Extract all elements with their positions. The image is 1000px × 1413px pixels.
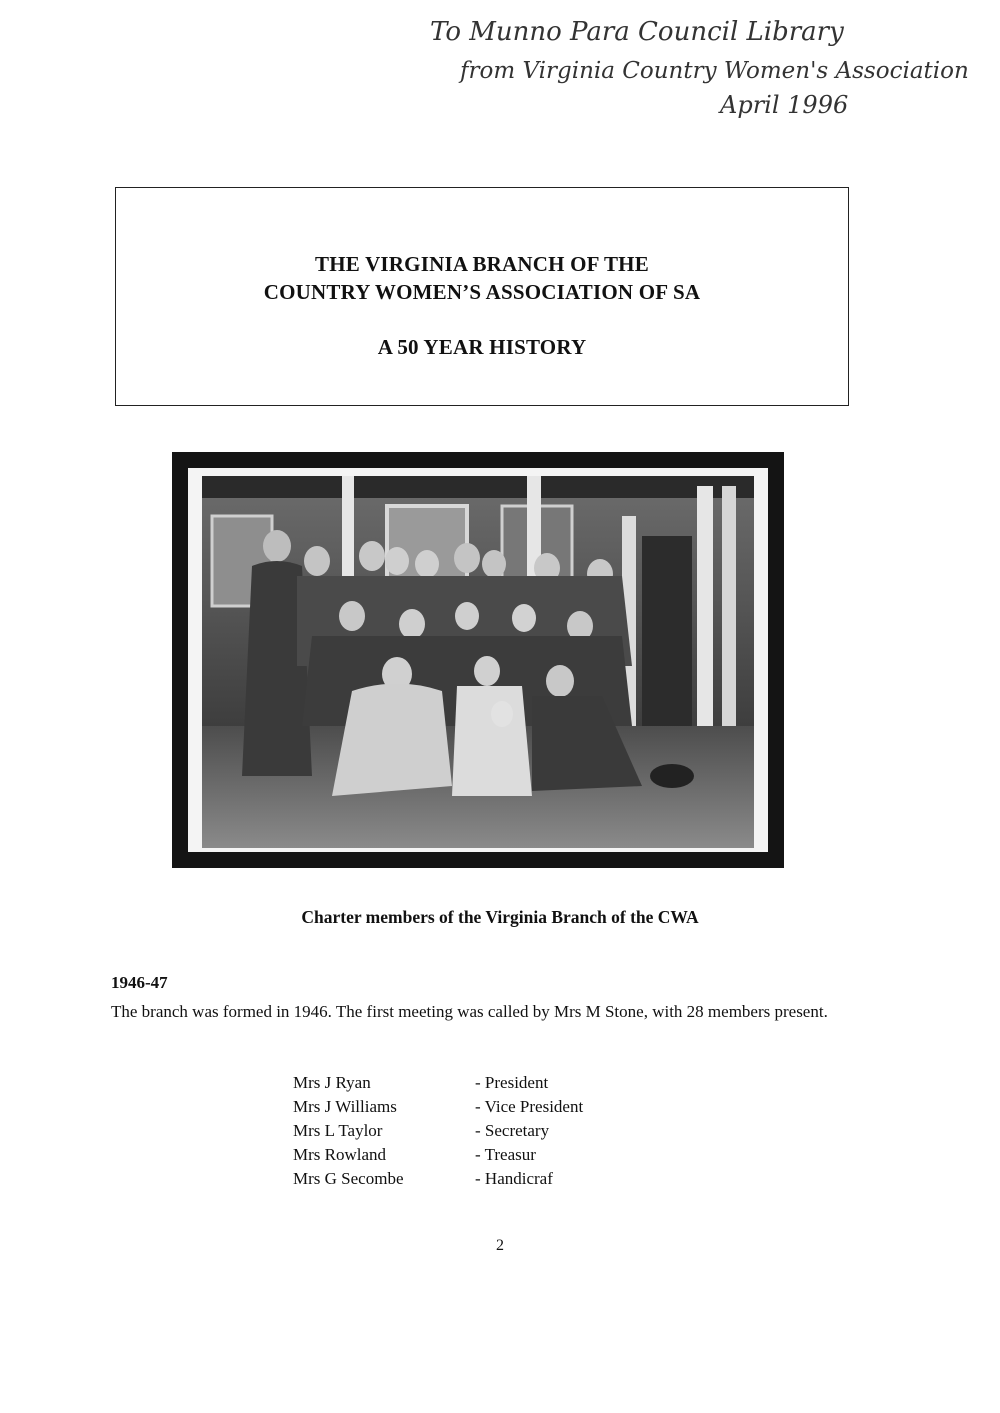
inscription-line-3: April 1996 <box>720 91 849 119</box>
title-box <box>115 187 849 406</box>
officer-role: - Treasur <box>475 1145 536 1164</box>
inscription-line-2: from Virginia Country Women's Association <box>460 58 969 84</box>
inscription-line-1: To Munno Para Council Library <box>430 17 844 47</box>
section-paragraph: The branch was formed in 1946. The first meeting was called by Mrs M Stone, with 28 members present. <box>111 1002 828 1021</box>
officer-row <box>293 1097 675 1121</box>
officer-role: - President <box>475 1073 549 1092</box>
officer-role: - Vice President <box>475 1097 584 1116</box>
officer-name: Mrs Rowland <box>293 1145 387 1164</box>
officer-name: Mrs J Williams <box>293 1097 397 1116</box>
officer-role: - Handicraf <box>475 1169 553 1188</box>
title-line-1: THE VIRGINIA BRANCH OF THE <box>315 252 649 276</box>
officer-row <box>293 1169 675 1193</box>
officer-name: Mrs L Taylor <box>293 1121 383 1140</box>
handwritten-inscription <box>420 8 990 128</box>
officer-row <box>293 1121 675 1145</box>
section-year-heading: 1946-47 <box>111 973 168 992</box>
officer-row <box>293 1073 675 1097</box>
officer-row <box>293 1145 675 1169</box>
officers-list <box>293 1073 675 1193</box>
photo-frame <box>172 452 784 868</box>
officer-role: - Secretary <box>475 1121 550 1140</box>
page-number: 2 <box>496 1237 504 1254</box>
group-photograph <box>202 476 754 848</box>
photo-caption: Charter members of the Virginia Branch of the CWA <box>301 907 699 927</box>
officer-name: Mrs G Secombe <box>293 1169 404 1188</box>
title-line-2: COUNTRY WOMEN’S ASSOCIATION OF SA <box>263 280 701 304</box>
officer-name: Mrs J Ryan <box>293 1073 371 1092</box>
history-subtitle: A 50 YEAR HISTORY <box>377 335 587 359</box>
